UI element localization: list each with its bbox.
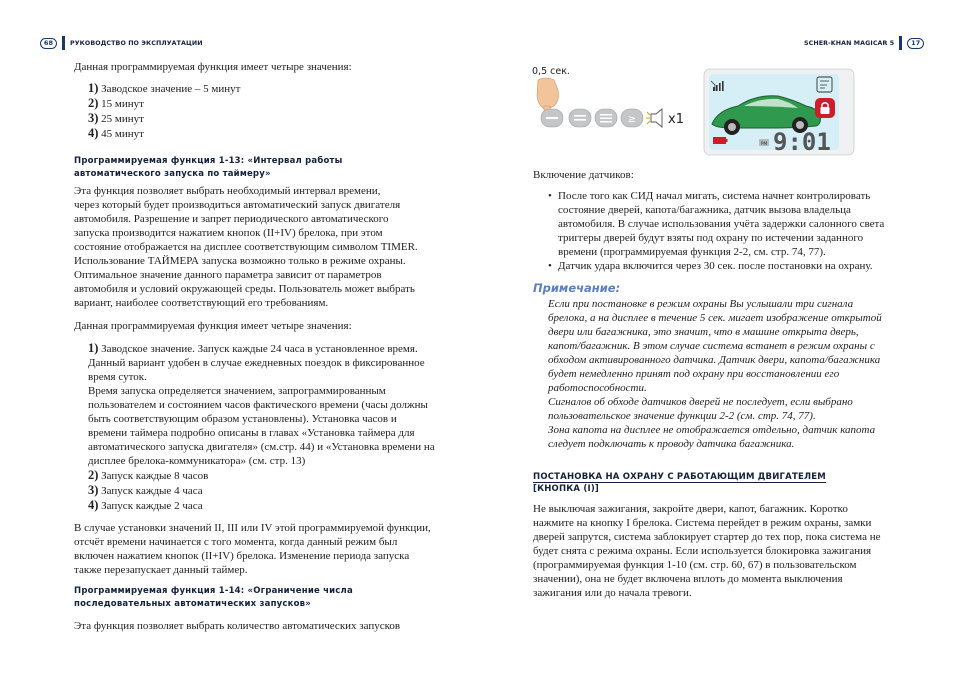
remote-button-i: [541, 109, 563, 127]
header-title-left: РУКОВОДСТВО ПО ЭКСПЛУАТАЦИИ: [70, 39, 203, 47]
values-list: [88, 81, 446, 141]
function-1-13-description: Эта функция позволяет выбрать необходимый интервал времени, через который будет производиться автоматический запуск двигателя автомобиля. Разрешение и запрет периодического автоматического запуска производится нажатием кнопок (II+IV) брелока, при этом состояние отображается на дисплее соответствующим символом TIMER. Использование ТАЙМЕРА запуска возможно только в режиме охраны. Оптимальное значение данного параметра зависит от параметров автомобиля и условий окружающей среды. Пользователь может выбрать вариант, наиболее соответствующий его требованиям.: [74, 185, 418, 309]
intro-text: Данная программируемая функция имеет четыре значения:: [74, 61, 352, 73]
beep-count: x1: [668, 112, 684, 127]
page-number-right: 17: [907, 38, 924, 49]
header-left: [40, 36, 203, 50]
note-title: Примечание:: [533, 281, 621, 295]
battery-icon: [713, 137, 728, 144]
clock-display: 9:01: [773, 128, 831, 156]
list-item: 3) 25 минут: [88, 111, 144, 125]
sensors-list: [533, 189, 888, 273]
list-item: • После того как СИД начал мигать, система начнет контролировать состояние дверей, капота/багажника, датчик вызова владельца автомобиля. В случае использования учёта задержки салонного света триггеры дверей будут взяты под охрану по истечении заданного времени (программируемая функция 2-2, см. стр. 74, 77).: [548, 189, 888, 259]
header-title-right: SCHER-KHAN MAGICAR 5: [804, 39, 895, 47]
list-item: 4) 45 минут: [88, 126, 144, 140]
header-right: [804, 36, 924, 50]
left-page-column: [74, 60, 446, 633]
button-iv-glyph: ≥: [627, 114, 637, 125]
list-item: 2) 15 минут: [88, 96, 144, 110]
remote-button-iv: [621, 109, 643, 127]
pm-indicator: PM: [760, 142, 768, 147]
remote-button-ii: [569, 109, 591, 127]
remote-display-figure: [532, 66, 857, 158]
section-paragraph: Не выключая зажигания, закройте двери, капот, багажник. Коротко нажмите на кнопку I брелока. Система перейдет в режим охраны, замки дверей запрутся, система заблокирует стартер до тех пор, пока система не будет снята с режима охраны. Если используется блокировка зажигания (программируемая функция 1-10 (см. стр. 60, 67) в пользовательском значении), она не будет включена вплоть до момента выключения зажигания или до начала тревоги.: [533, 503, 881, 599]
list-item: 1) Заводское значение – 5 минут: [88, 81, 241, 95]
page-number-left: 68: [40, 38, 57, 49]
remote-illustration: [532, 66, 857, 158]
note-body: Если при постановке в режим охраны Вы услышали три сигнала брелока, а на дисплее в течение 5 сек. мигает изображение открытой двери или багажника, это значит, что в машине открыта дверь, капот/багажник. В этом случае система встанет в режим охраны с обходом активированного датчика. Датчик двери, капота/багажника будет немедленно принят под охрану при восстановлении его работоспособности. Сигналов об обходе датчиков дверей не последует, если выбрано пользовательское значение функции 2-2 (см. стр. 74, 77). Зона капота на дисплее не отображается отдельно, датчик капота следует подключать к проводу датчика багажника.: [548, 298, 882, 450]
press-duration-label: 0,5 сек.: [532, 66, 570, 77]
list-item: 2) Запуск каждые 8 часов: [88, 468, 209, 482]
list-item: 4) Запуск каждые 2 часа: [88, 498, 203, 512]
speaker-icon: [646, 109, 662, 127]
sensors-intro: Включение датчиков:: [533, 169, 634, 181]
remote-lcd-display: [704, 69, 854, 156]
remote-button-iii: [595, 109, 617, 127]
function-1-13-heading: Программируемая функция 1-13: «Интервал работы автоматического запуска по таймеру»: [74, 156, 343, 179]
timer-note-paragraph: В случае установки значений II, III или IV этой программируемой функции, отсчёт времени начинается с того момента, когда данный режим был включен нажатием кнопок (II+IV) брелока. Изменение периода запуска также перезапускает данный таймер.: [74, 522, 431, 576]
intro-text: Данная программируемая функция имеет четыре значения:: [74, 320, 352, 332]
function-1-14-description: Эта функция позволяет выбрать количество автоматических запусков: [74, 620, 401, 632]
list-item: 1) Заводское значение. Запуск каждые 24 часа в установленное время. Данный вариант удобен в случае ежедневных поездок в фиксированное время суток. Время запуска определяется значением, запрограммированным пользователем и состоянием часов фактического времени (часы должны быть соответствующим образом установлены). Установка часов и времени таймера подробно описаны в главах «Установка таймера для автоматического запуска двигателя» (см.стр. 44) и «Установка времени на дисплее брелока-коммуникатора» (см. стр. 13): [88, 341, 435, 467]
section-heading: ПОСТАНОВКА НА ОХРАНУ С РАБОТАЮЩИМ ДВИГАТЕЛЕМ [КНОПКА (I)]: [533, 472, 826, 494]
header-divider: [62, 36, 65, 50]
right-page-column: [533, 168, 888, 600]
list-item: 3) Запуск каждые 4 часа: [88, 483, 203, 497]
lock-alert-icon: [815, 98, 835, 118]
valet-mode-icon: [817, 77, 832, 92]
function-1-14-heading: Программируемая функция 1-14: «Ограничение числа последовательных автоматических запусков»: [74, 586, 353, 609]
header-divider: [899, 36, 902, 50]
values-list: [74, 341, 446, 513]
list-item: • Датчик удара включится через 30 сек. после постановки на охрану.: [548, 259, 888, 273]
